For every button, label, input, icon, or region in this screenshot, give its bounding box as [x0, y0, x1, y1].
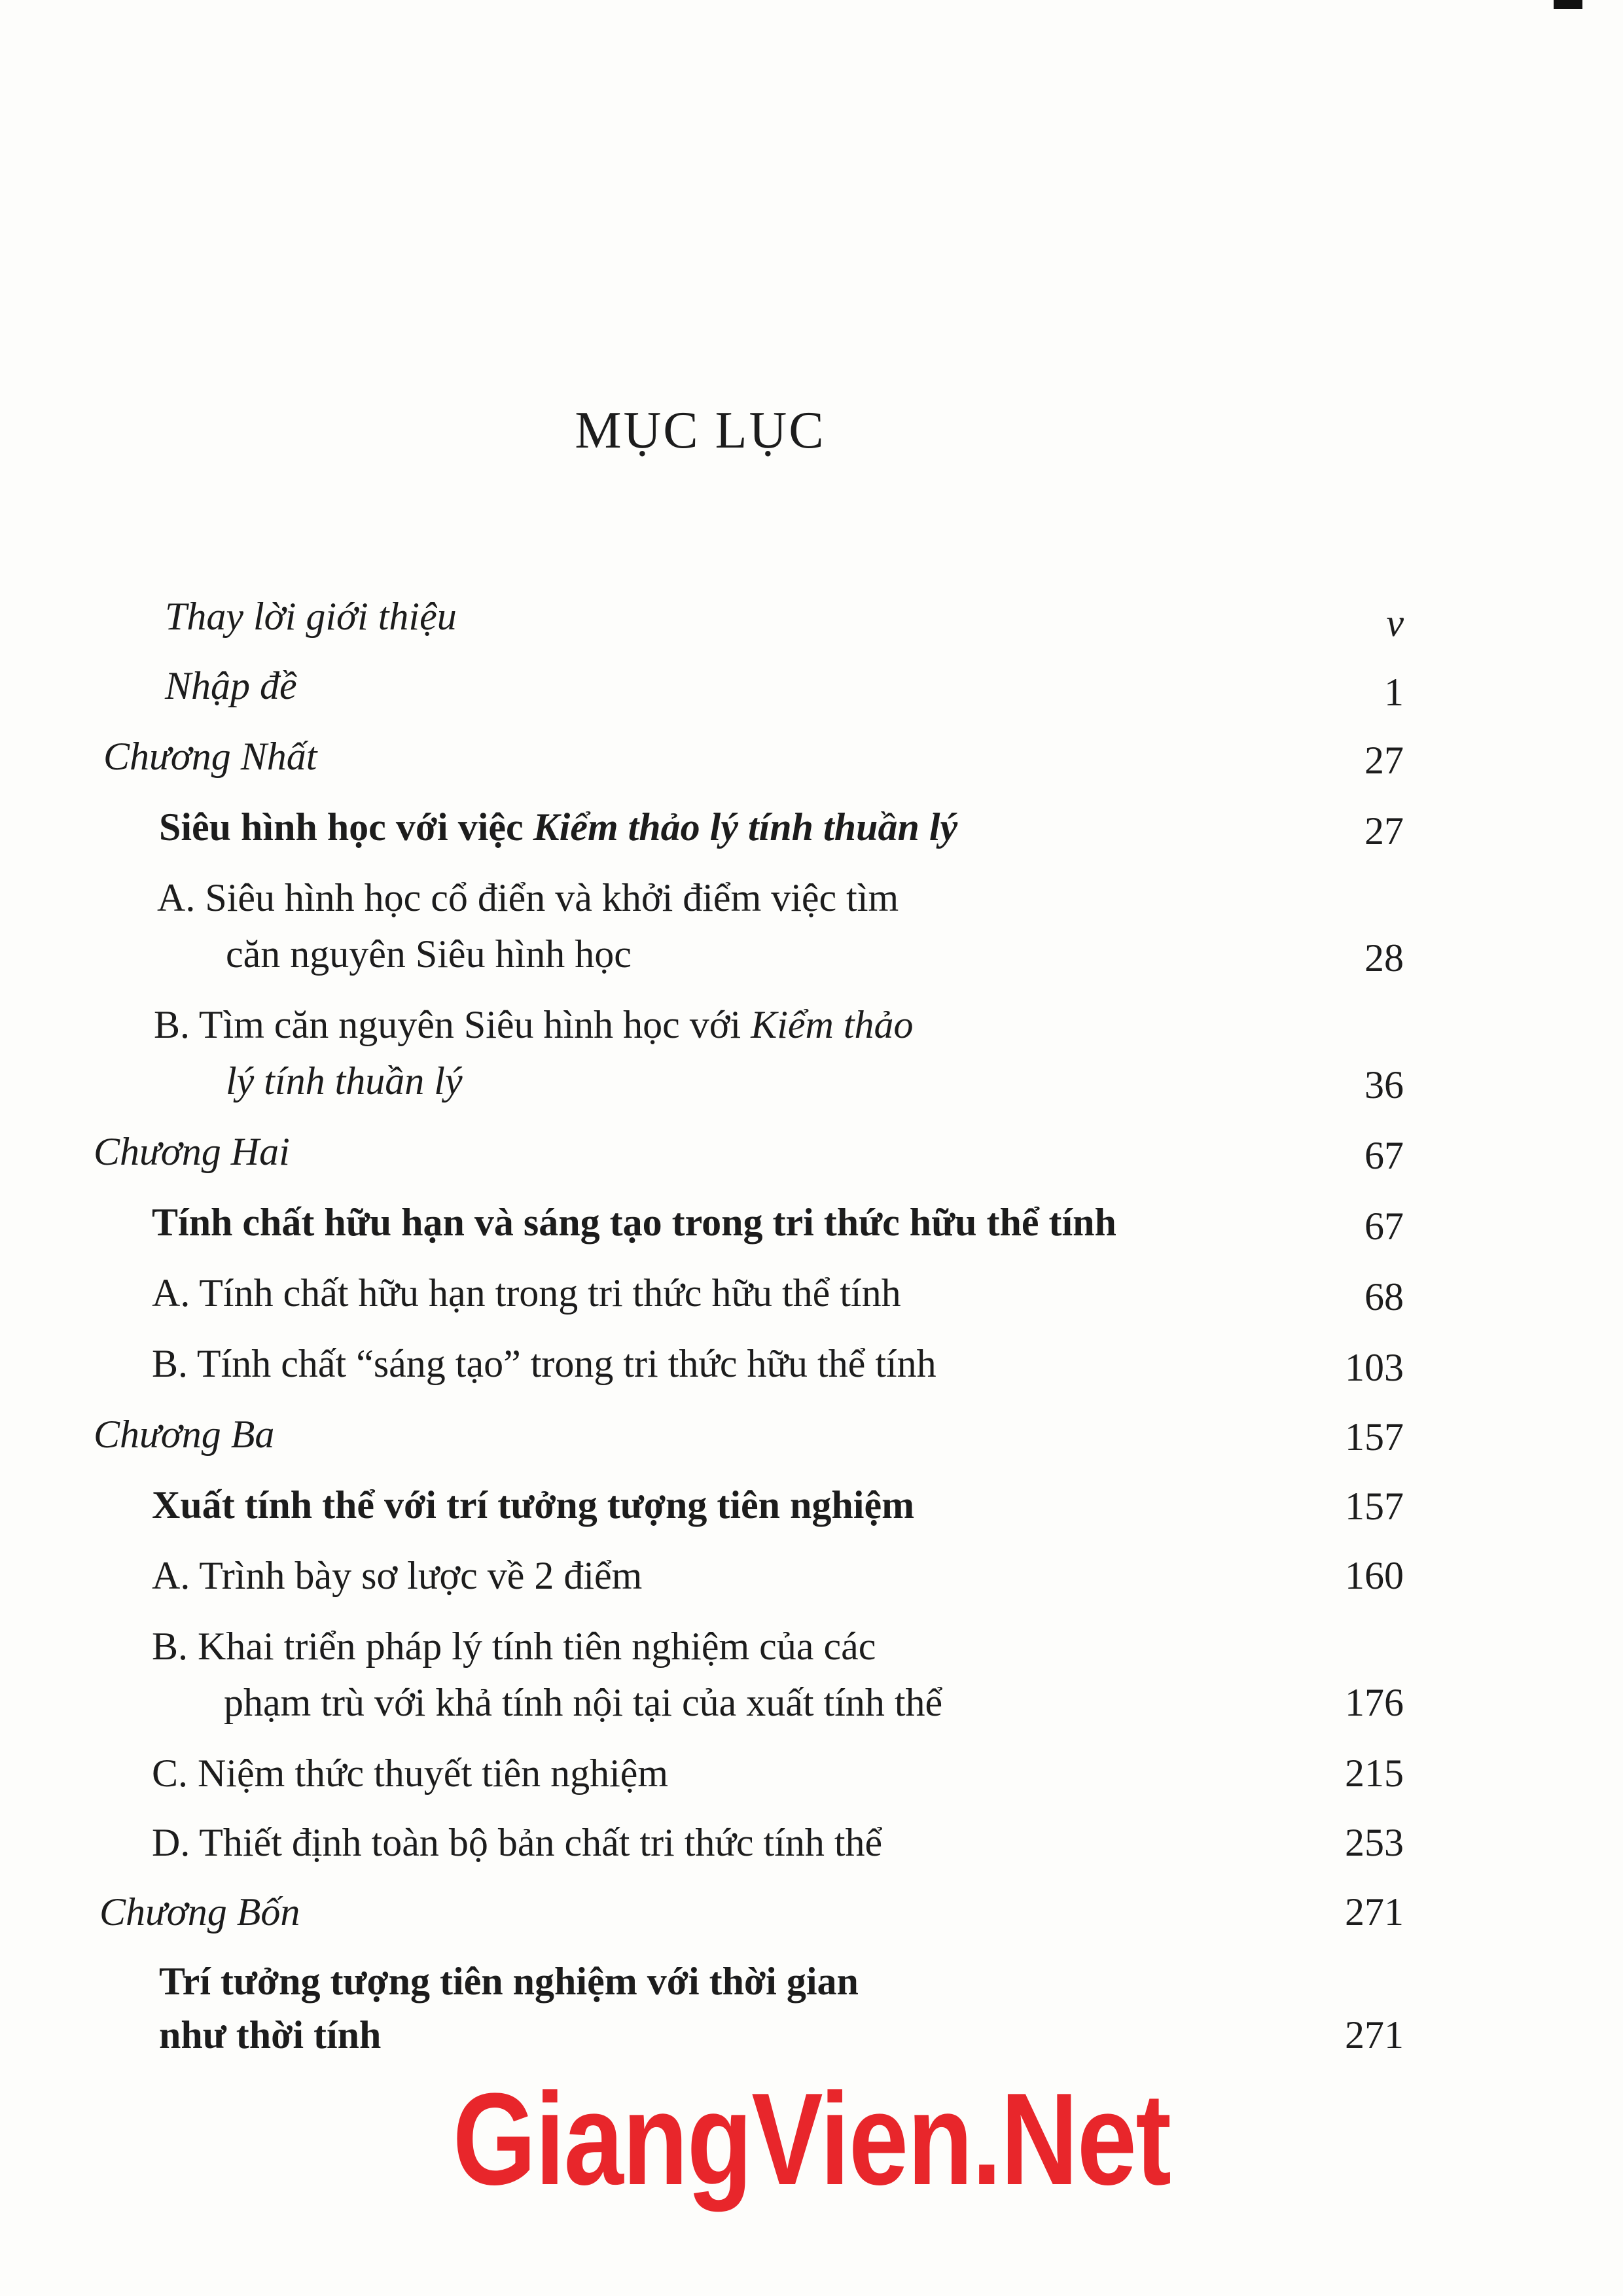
toc-section-line: A. Tính chất hữu hạn trong tri thức hữu thể tính: [152, 1271, 901, 1315]
toc-page-number: 253: [1345, 1821, 1404, 1864]
toc-chapter-heading: Chương Ba: [94, 1413, 275, 1456]
toc-chapter-title: như thời tính: [159, 2013, 382, 2057]
toc-page-number: 176: [1345, 1681, 1404, 1724]
watermark-text: GiangVien.Net: [452, 2066, 1171, 2212]
toc-section-line: B. Tính chất “sáng tạo” trong tri thức hữu thể tính: [152, 1342, 936, 1385]
toc-chapter-heading: Chương Hai: [94, 1130, 290, 1173]
toc-page-number: 1: [1384, 671, 1404, 714]
toc-page-number: 271: [1345, 2013, 1404, 2057]
toc-page-number: 271: [1345, 1890, 1404, 1934]
toc-page-number: 157: [1345, 1485, 1404, 1528]
toc-page-number: 27: [1364, 739, 1404, 782]
toc-section-emphasis: Kiểm thảo: [751, 1003, 914, 1046]
toc-page-number: 27: [1364, 809, 1404, 853]
toc-page-number: 160: [1345, 1554, 1404, 1597]
toc-section-line: C. Niệm thức thuyết tiên nghiệm: [152, 1752, 669, 1795]
toc-section-line: [154, 1005, 914, 1044]
toc-entry-intro-word: Thay lời giới thiệu: [165, 595, 457, 638]
toc-entry-introduction: Nhập đề: [165, 664, 297, 707]
toc-chapter-title: Xuất tính thể với trí tưởng tượng tiên nghiệm: [152, 1483, 915, 1527]
toc-page-number: 67: [1364, 1205, 1404, 1248]
toc-section-line: A. Trình bày sơ lược về 2 điểm: [152, 1554, 643, 1597]
toc-section-line: B. Khai triển pháp lý tính tiên nghiệm của các: [152, 1625, 876, 1668]
toc-chapter-title-part: Siêu hình học với việc: [159, 805, 533, 849]
toc-chapter-title: Tính chất hữu hạn và sáng tạo trong tri thức hữu thể tính: [152, 1201, 1116, 1244]
toc-chapter-title: Trí tưởng tượng tiên nghiệm với thời gian: [159, 1960, 859, 2003]
toc-page-number: 215: [1345, 1752, 1404, 1795]
toc-page-number: 103: [1345, 1346, 1404, 1389]
page-title: MỤC LỤC: [575, 402, 826, 459]
toc-chapter-title-emphasis: Kiểm thảo lý tính thuần lý: [533, 805, 958, 849]
toc-page-number: 157: [1345, 1415, 1404, 1458]
toc-section-line: căn nguyên Siêu hình học: [226, 932, 632, 976]
toc-page-number: v: [1386, 601, 1404, 645]
toc-section-line: D. Thiết định toàn bộ bản chất tri thức tính thể: [152, 1821, 883, 1864]
toc-section-text: B. Tìm căn nguyên Siêu hình học với: [154, 1003, 751, 1046]
toc-chapter-title: [159, 807, 957, 847]
toc-page-number: 67: [1364, 1134, 1404, 1177]
toc-page-number: 28: [1364, 936, 1404, 980]
toc-chapter-heading: Chương Bốn: [99, 1890, 300, 1934]
toc-page-number: 36: [1364, 1063, 1404, 1106]
toc-section-line: A. Siêu hình học cổ điển và khởi điểm việc tìm: [157, 876, 899, 919]
toc-section-line: lý tính thuần lý: [226, 1059, 463, 1103]
toc-section-line: phạm trù với khả tính nội tại của xuất tính thể: [224, 1681, 943, 1724]
toc-page-number: 68: [1364, 1275, 1404, 1318]
toc-chapter-heading: Chương Nhất: [103, 735, 317, 778]
